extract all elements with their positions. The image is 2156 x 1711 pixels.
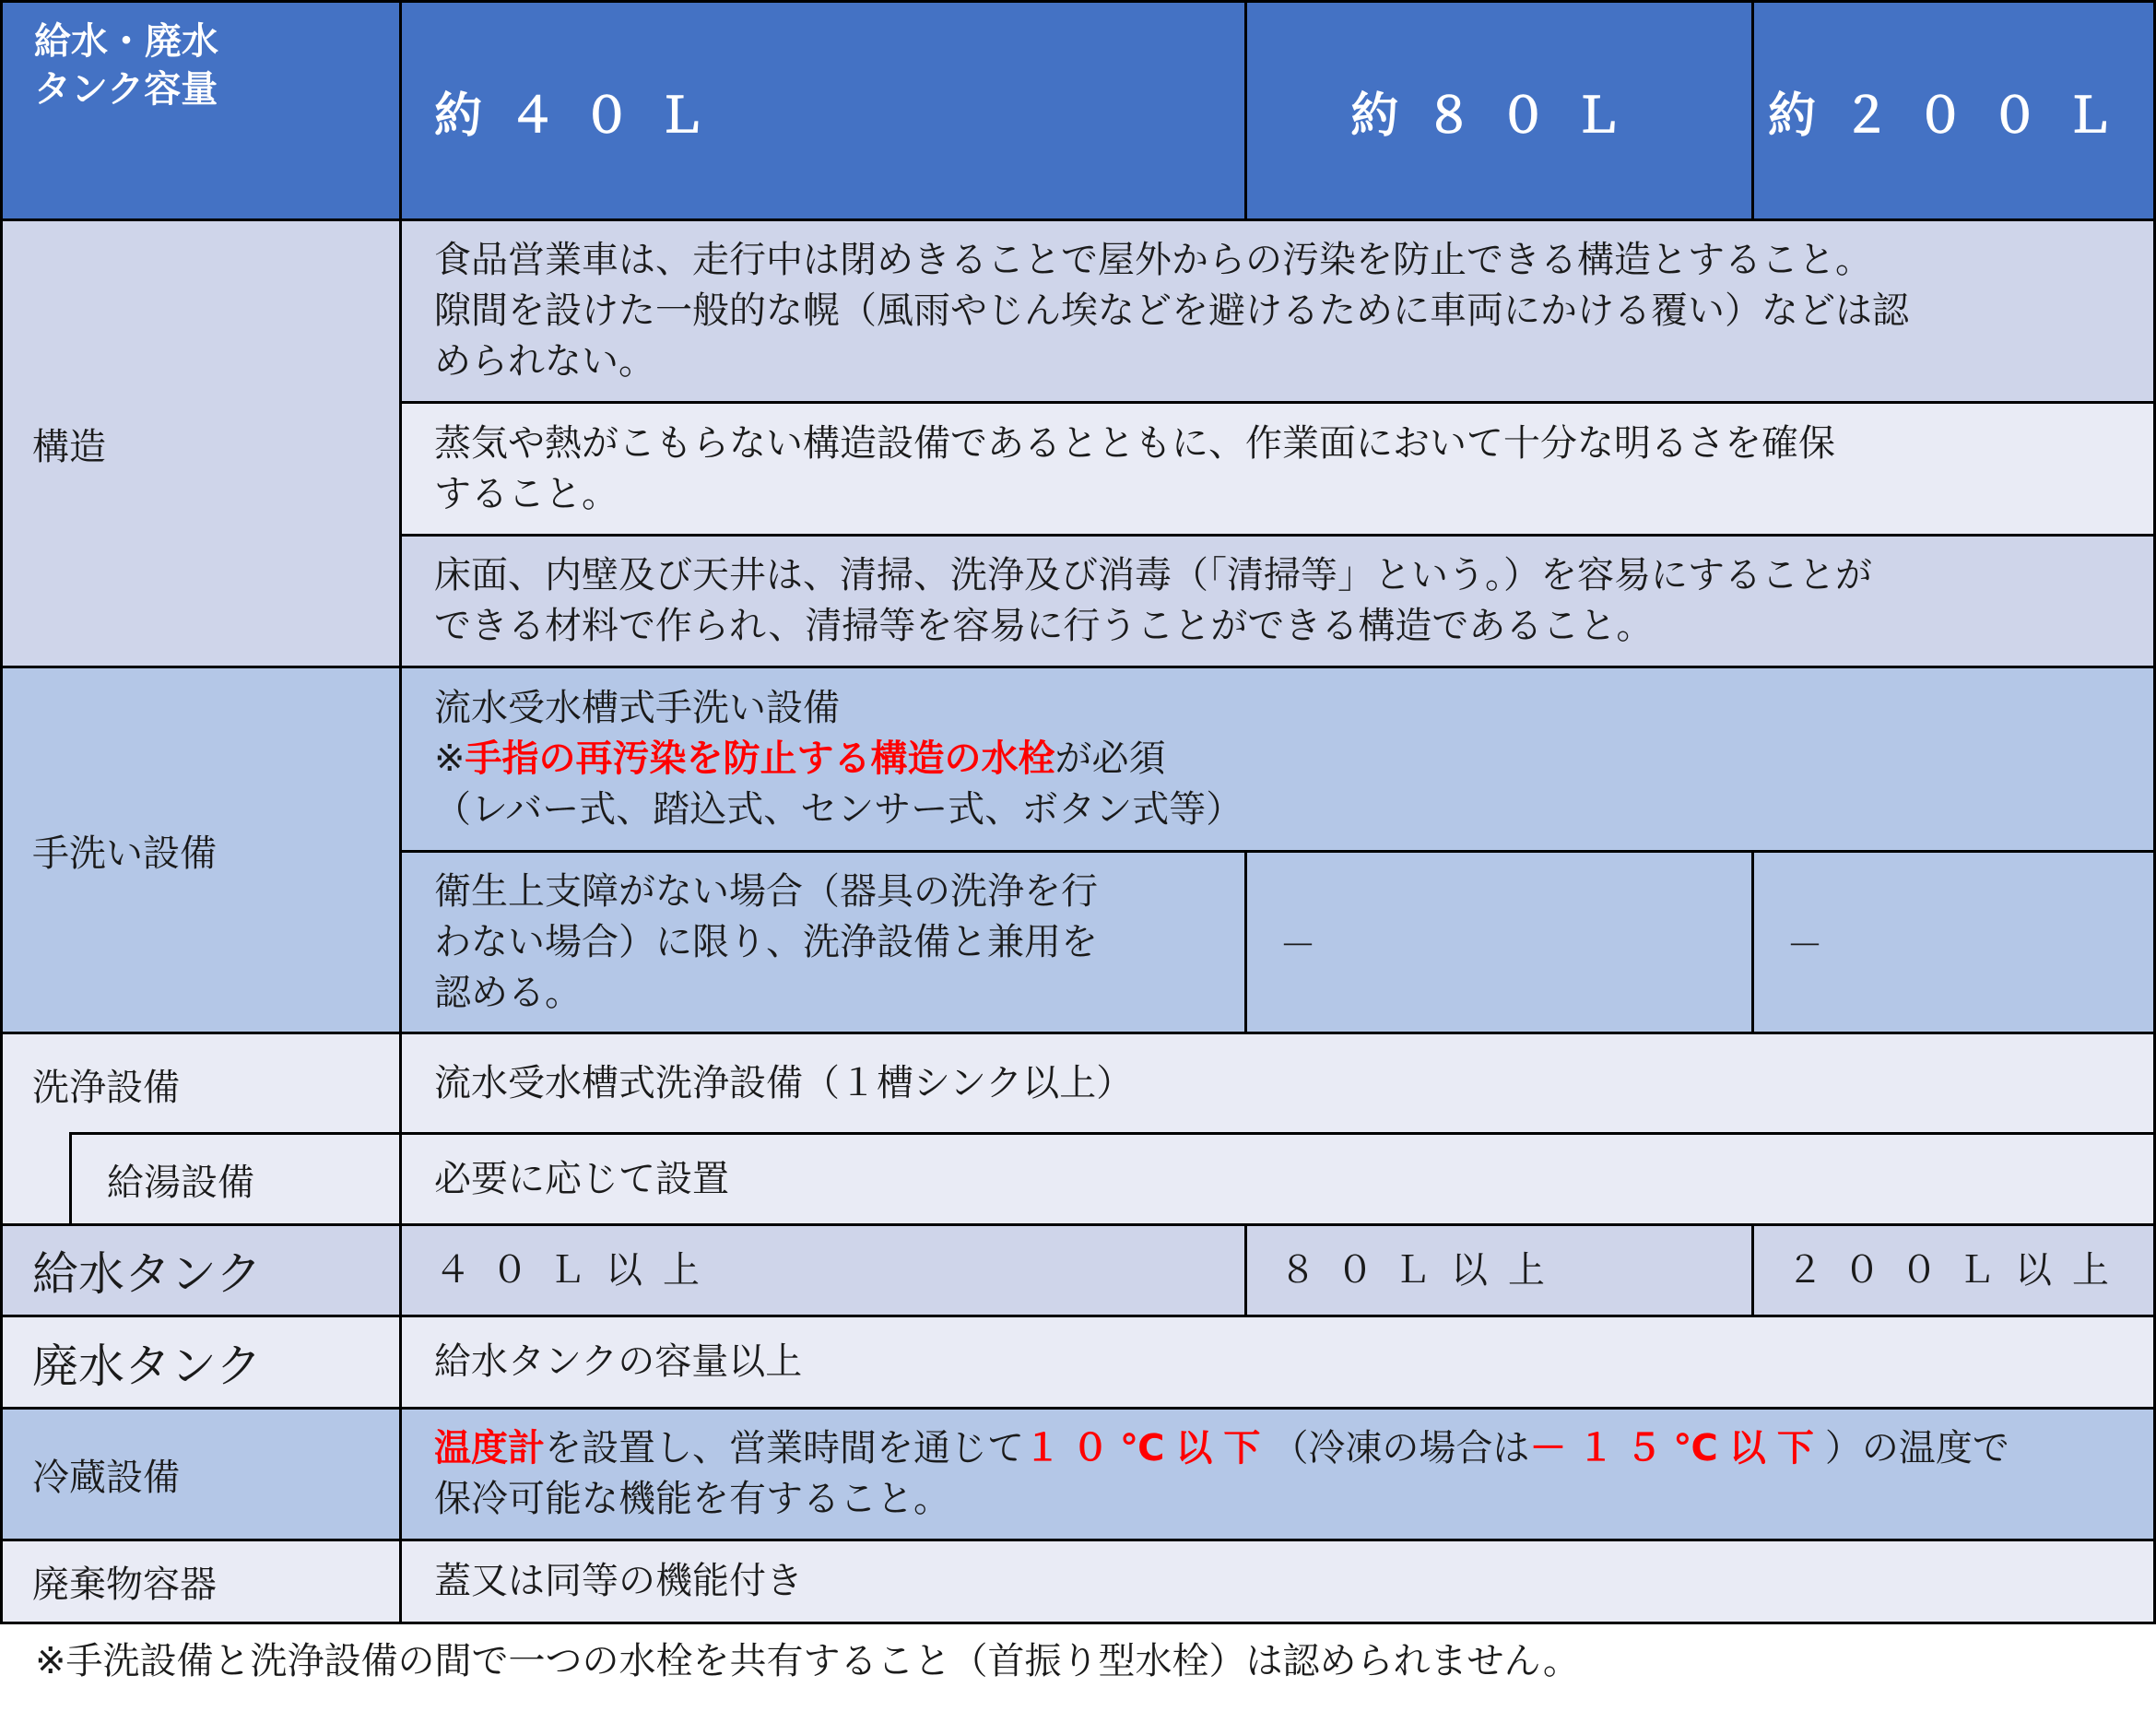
header-40l-label: 約４０Ｌ — [434, 88, 732, 144]
hotwater-value-cell — [399, 1132, 2156, 1226]
waste-container-value-cell — [399, 1539, 2156, 1624]
hotwater-value: 必要に応じて設置 — [434, 1157, 729, 1200]
structure-label: 構造 — [32, 425, 106, 468]
handwash-note-emphasis: 手指の再汚染を防止する構造の水栓 — [465, 738, 1055, 780]
header-200l-cell — [1751, 0, 2156, 221]
structure-item-1-text: 食品営業車は、走行中は閉めきることで屋外からの汚染を防止できる構造とすること。 隙間を設けた一般的な幌（風雨やじん埃などを避けるために車両にかける覆い）などは認 められない。 — [434, 239, 1909, 383]
fridge-label: 冷蔵設備 — [32, 1456, 180, 1499]
fridge-value-cell — [399, 1407, 2156, 1541]
structure-item-2 — [399, 401, 2156, 537]
header-200l-label: 約２００Ｌ — [1767, 88, 2139, 144]
supply-tank-40l-value: ４０Ｌ以上 — [434, 1248, 720, 1292]
fridge-label-cell — [0, 1407, 402, 1541]
fridge-text-3: ）の温度で — [1824, 1427, 2009, 1469]
handwash-note-prefix: ※ — [434, 738, 465, 780]
handwash-200l-dash: － — [1786, 924, 1823, 967]
fridge-text-1: を設置し、営業時間を通じて — [545, 1427, 1024, 1469]
waste-container-label: 廃棄物容器 — [32, 1564, 217, 1606]
waste-container-value: 蓋又は同等の機能付き — [434, 1560, 803, 1602]
handwash-requirement — [399, 666, 2156, 853]
handwash-shared-text: 衛生上支障がない場合（器具の洗浄を行 わない場合）に限り、洗浄設備と兼用を 認める。 — [434, 869, 1098, 1014]
header-80l-label: 約８０Ｌ — [1350, 88, 1648, 144]
fridge-line-2: 保冷可能な機能を有すること。 — [434, 1478, 950, 1520]
fridge-line-1 — [434, 1423, 2009, 1474]
hotwater-label: 給湯設備 — [107, 1161, 254, 1204]
washing-label: 洗浄設備 — [32, 1067, 180, 1109]
handwash-label-cell — [0, 666, 402, 1034]
handwash-80l-dash: － — [1279, 924, 1316, 967]
handwash-note-suffix: が必須 — [1054, 738, 1166, 780]
supply-tank-80l-cell — [1244, 1223, 1754, 1317]
waste-tank-label-cell — [0, 1315, 402, 1410]
washing-value-cell — [399, 1032, 2156, 1135]
handwash-label: 手洗い設備 — [32, 832, 217, 875]
waste-tank-label: 廃水タンク — [32, 1339, 262, 1393]
handwash-note — [434, 734, 1243, 785]
header-tank-capacity-label: 給水・廃水 タンク容量 — [34, 20, 218, 111]
header-80l-cell — [1244, 0, 1754, 221]
waste-tank-value-cell — [399, 1315, 2156, 1410]
supply-tank-40l-cell — [399, 1223, 1247, 1317]
fridge-temp-limit: １０℃以下 — [1024, 1427, 1272, 1469]
handwash-line-1: 流水受水槽式手洗い設備 — [434, 687, 840, 729]
footnote: ※手洗設備と洗浄設備の間で一つの水栓を共有すること（首振り型水栓）は認められません。 — [35, 1640, 1580, 1682]
supply-tank-200l-value: ２００Ｌ以上 — [1786, 1248, 2129, 1292]
supply-tank-200l-cell — [1751, 1223, 2156, 1317]
header-corner-cell — [0, 0, 402, 221]
fridge-freeze-limit: －１５℃以下 — [1529, 1427, 1825, 1469]
handwash-line-3: （レバー式、踏込式、センサー式、ボタン式等） — [434, 788, 1243, 831]
structure-label-cell — [0, 218, 402, 668]
washing-value: 流水受水槽式洗浄設備（１槽シンク以上） — [434, 1061, 1134, 1104]
supply-tank-80l-value: ８０Ｌ以上 — [1279, 1248, 1565, 1292]
waste-tank-value: 給水タンクの容量以上 — [434, 1340, 803, 1383]
handwash-shared-cell — [399, 850, 1247, 1034]
handwash-200l-cell — [1751, 850, 2156, 1034]
structure-item-1 — [399, 218, 2156, 404]
supply-tank-label-cell — [0, 1223, 402, 1317]
structure-item-2-text: 蒸気や熱がこもらない構造設備であるとともに、作業面において十分な明るさを確保 すること。 — [434, 421, 1835, 515]
structure-item-3-text: 床面、内壁及び天井は、清掃、洗浄及び消毒（「清掃等」という。）を容易にすることが できる材料で作られ、清掃等を容易に行うことができる構造であること。 — [434, 554, 1872, 647]
fridge-text-2: （冷凍の場合は — [1271, 1427, 1530, 1469]
waste-container-label-cell — [0, 1539, 402, 1624]
header-40l-cell — [399, 0, 1247, 221]
fridge-thermometer: 温度計 — [434, 1427, 545, 1469]
handwash-80l-cell — [1244, 850, 1754, 1034]
structure-item-3 — [399, 534, 2156, 668]
supply-tank-label: 給水タンク — [32, 1247, 262, 1301]
hotwater-label-cell — [69, 1132, 402, 1226]
